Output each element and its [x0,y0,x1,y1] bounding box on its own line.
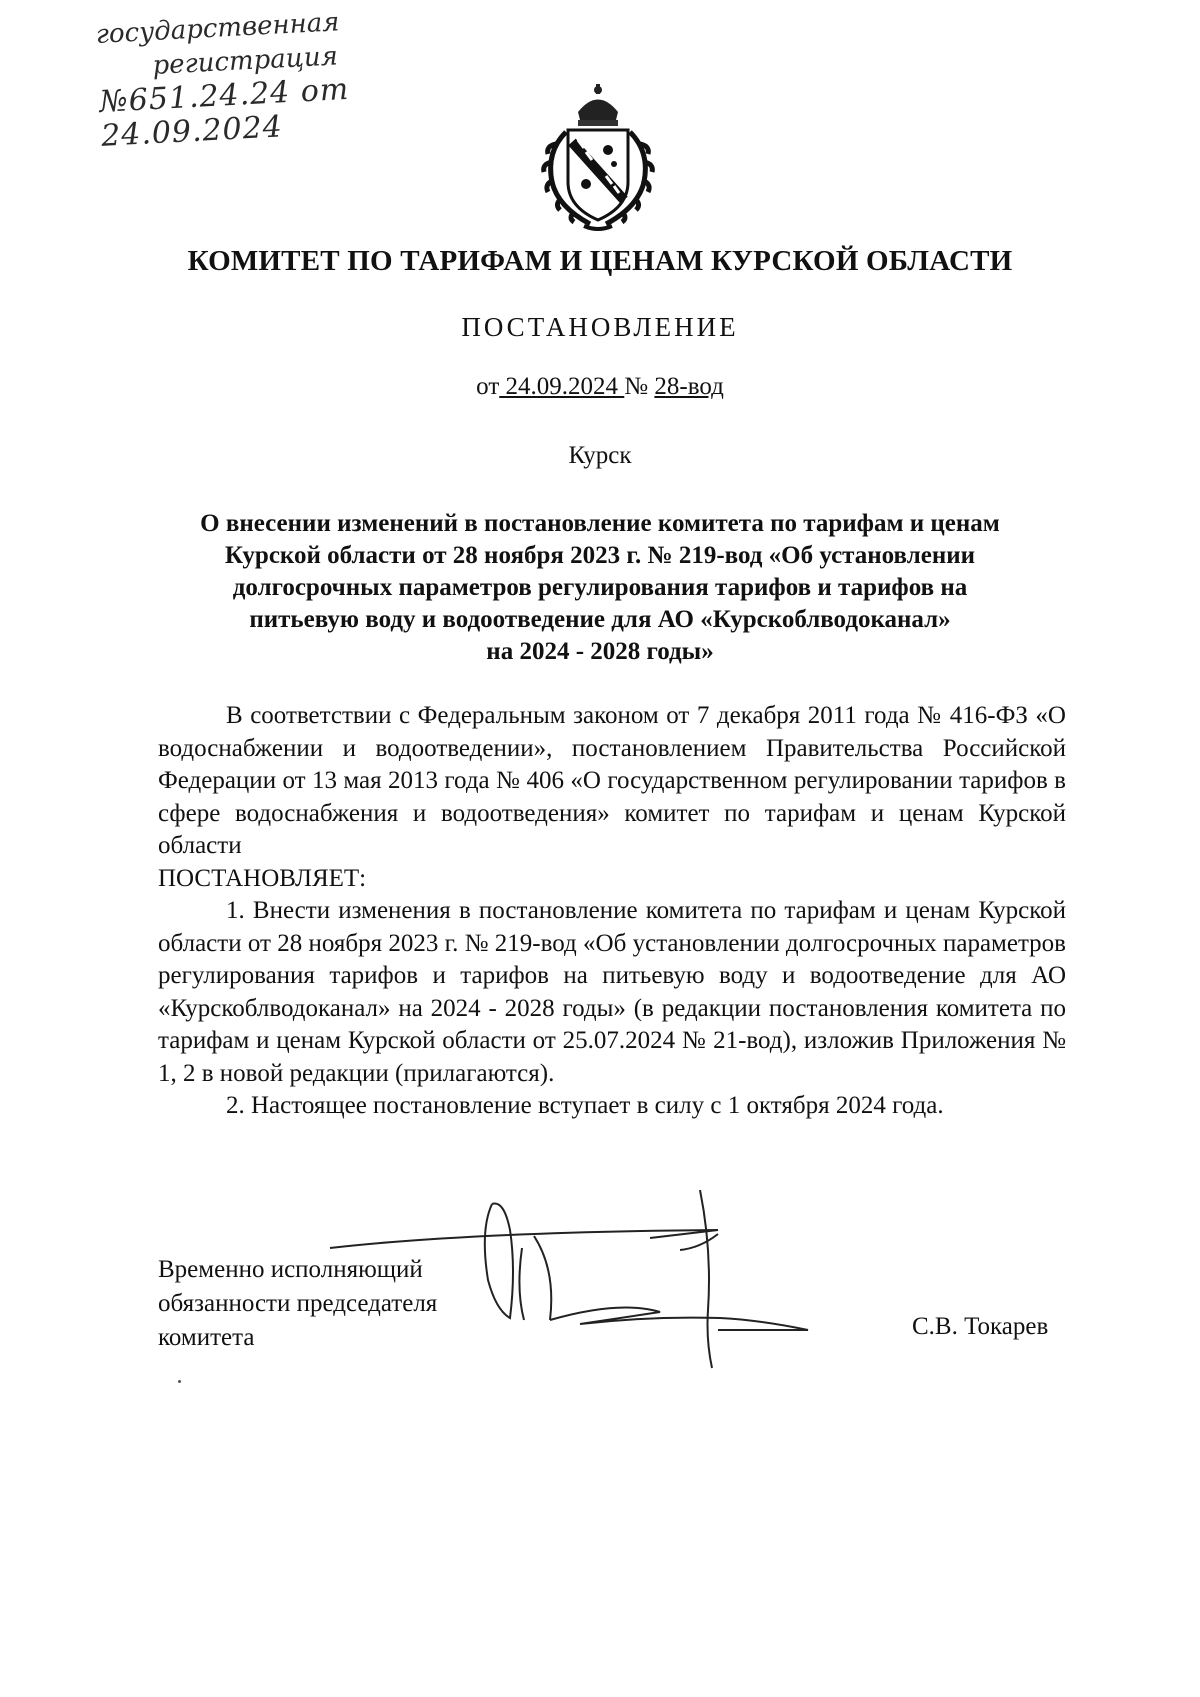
document-number: 28-вод [654,373,724,400]
organization-name: КОМИТЕТ ПО ТАРИФАМ И ЦЕНАМ КУРСКОЙ ОБЛАСТИ [187,245,1013,277]
document-type: ПОСТАНОВЛЕНИЕ [461,312,739,342]
number-prefix: № [624,373,649,400]
item-2-paragraph: 2. Настоящее постановление вступает в силу с 1 октября 2024 года. [226,1092,944,1119]
registration-annotation [95,0,522,154]
title-line: на 2024 - 2028 годы» [486,638,714,665]
title-line: долгосрочных параметров регулирования тарифов и тарифов на [232,574,968,601]
signer-position-line: Временно исполняющий [158,1256,423,1283]
signer-position [158,1253,498,1355]
title-line: питьевую воду и водоотведение для АО «Курскоблводоканал» [249,606,951,633]
document-title [150,508,1050,668]
city: Курск [568,442,632,469]
signer-position-line: обязанности председателя [158,1290,438,1317]
title-line: О внесении изменений в постановление комитета по тарифам и ценам [200,510,1000,537]
signer-position-line: комитета [158,1324,255,1351]
resolves-heading: ПОСТАНОВЛЯЕТ: [158,864,367,892]
annotation-line-2: регистрация [151,41,339,82]
annotation-line-1: государственная [95,7,341,50]
preamble-paragraph: В соответствии с Федеральным законом от 7 декабря 2011 года № 416-ФЗ «О водоснабжении и водоотведении», постановлением Правительства Российской Федерации от 13 мая 2013 года № 406 «О государственном регулировании тарифов в сфере водоснабжения и водоотведения» комитет по тарифам и ценам Курской области [158,702,1066,859]
date-prefix: от [476,373,500,400]
document-body [158,700,1066,1123]
annotation-line-3: №651.24.24 от 24.09.2024 [98,71,351,154]
scan-speck [178,1380,181,1383]
kursk-coat-of-arms-icon [528,82,668,232]
document-date-number [0,373,1200,401]
title-line: Курской области от 28 ноября 2023 г. № 219-вод «Об установлении [224,542,976,569]
document-date: 24.09.2024 [505,373,619,400]
signer-name: С.В. Токарев [912,1313,1049,1340]
item-1-paragraph: 1. Внести изменения в постановление комитета по тарифам и ценам Курской области от 28 ноября 2023 г. № 219-вод «Об установлении долгосрочных параметров регулирования тарифов и тарифов на питьевую воду и водоотведение для АО «Курскоблводоканал» на 2024 - 2028 годы» (в редакции постановления комитета по тарифам и ценам Курской области от 25.07.2024 № 21-вод), изложив Приложения № 1, 2 в новой редакции (прилагаются). [158,897,1066,1087]
